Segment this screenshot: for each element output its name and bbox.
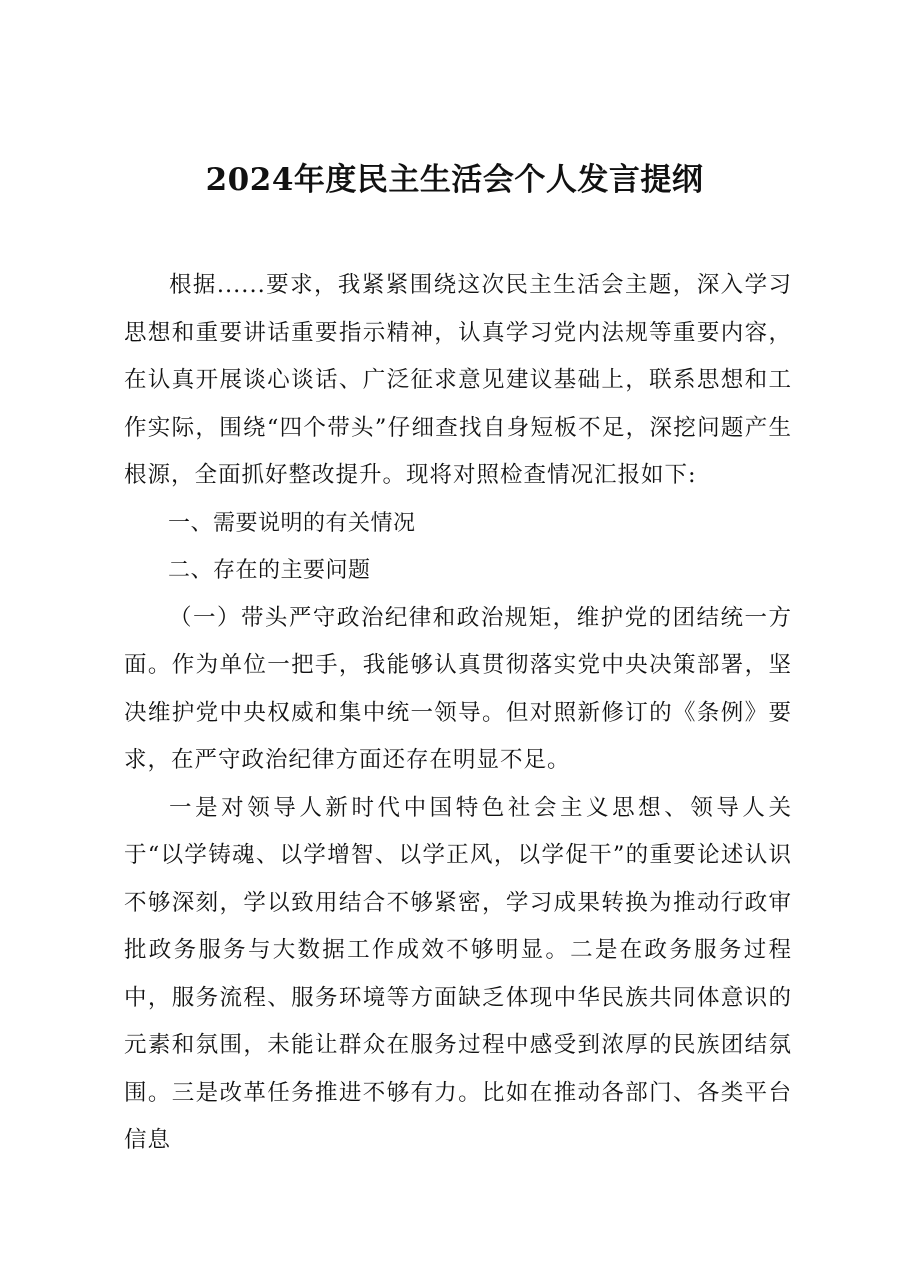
document-title: 2024年度民主生活会个人发言提纲 — [205, 162, 704, 198]
subsection-paragraph-1: （一）带头严守政治纪律和政治规矩，维护党的团结统一方面。作为单位一把手，我能够认真贯彻落实党中央决策部署，坚决维护党中央权威和集中统一领导。但对照新修订的《条例》要求，在严守政治纪律方面还存在明显不足。 — [124, 604, 792, 773]
section-heading-1: 一、需要说明的有关情况 — [168, 510, 416, 536]
intro-paragraph: 根据......要求，我紧紧围绕这次民主生活会主题，深入学习思想和重要讲话重要指示精神，认真学习党内法规等重要内容，在认真开展谈心谈话、广泛征求意见建议基础上，联系思想和工作实际，围绕“四个带头”仔细查找自身短板不足，深挖问题产生根源，全面抓好整改提升。现将对照检查情况汇报如下: — [124, 272, 792, 488]
problems-paragraph: 一是对领导人新时代中国特色社会主义思想、领导人关于“以学铸魂、以学增智、以学正风，以学促干”的重要论述认识不够深刻，学以致用结合不够紧密，学习成果转换为推动行政审批政务服务与大数据工作成效不够明显。二是在政务服务过程中，服务流程、服务环境等方面缺乏体现中华民族共同体意识的元素和氛围，未能让群众在服务过程中感受到浓厚的民族团结氛围。三是改革任务推进不够有力。比如在推动各部门、各类平台信息 — [124, 794, 792, 1153]
section-heading-2: 二、存在的主要问题 — [168, 558, 371, 583]
document-body — [124, 262, 792, 1165]
